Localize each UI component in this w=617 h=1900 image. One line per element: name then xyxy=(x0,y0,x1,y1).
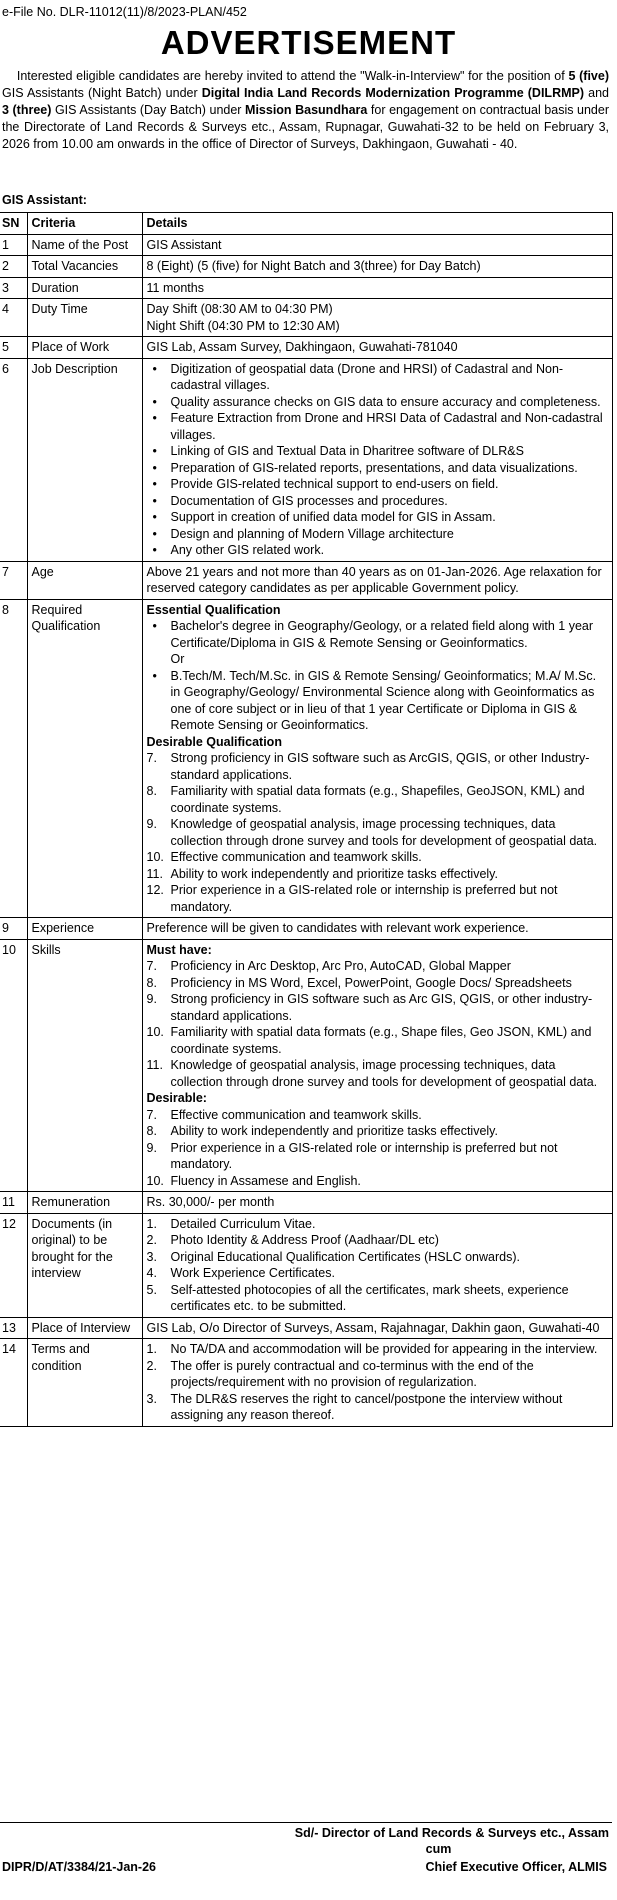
list-item xyxy=(147,1057,608,1090)
table-row xyxy=(0,277,612,299)
row-criteria: Place of Interview xyxy=(27,1317,142,1339)
item-number: 2. xyxy=(146,1358,157,1373)
list-item-text: Proficiency in MS Word, Excel, PowerPoint, Google Docs/ Spreadsheets xyxy=(170,975,572,990)
intro-text-2: GIS Assistants (Night Batch) under xyxy=(2,86,202,100)
terms-list xyxy=(147,1341,608,1424)
list-item xyxy=(147,958,608,975)
bullet-icon: • xyxy=(152,460,157,475)
item-number: 7. xyxy=(146,959,157,973)
intro-bold-3: 3 (three) xyxy=(2,103,52,117)
list-item-text: B.Tech/M. Tech/M.Sc. in GIS & Remote Sensing/ Geoinformatics; M.A/ M.Sc. in Geography/Geology/ Environmental Science along with Geoinformatics as one of core subject or in lieu of that 1 year Certificate or Diploma in GIS & Remote Sensing or Geoinformatics. xyxy=(170,668,597,732)
list-item xyxy=(147,410,608,443)
header-sn: SN xyxy=(0,213,27,235)
list-item-text: Linking of GIS and Textual Data in Dharitree software of DLR&S xyxy=(170,444,524,458)
bullet-icon: • xyxy=(152,619,157,633)
list-item-text: Familiarity with spatial data formats (e.g., Shapefiles, GeoJSON, KML) and coordinate systems. xyxy=(170,784,585,815)
list-item-text: Provide GIS-related technical support to end-users on field. xyxy=(170,477,499,491)
row-details: GIS Lab, Assam Survey, Dakhingaon, Guwahati-781040 xyxy=(142,337,612,359)
list-item xyxy=(147,1107,608,1124)
intro-bold-2: Digital India Land Records Modernization Programme (DILRMP) xyxy=(201,86,585,100)
list-item-text: Ability to work independently and prioritize tasks effectively. xyxy=(170,866,498,881)
table-row xyxy=(0,599,612,918)
signature-line-3: Chief Executive Officer, ALMIS xyxy=(425,1860,607,1874)
row-criteria: Duty Time xyxy=(27,299,142,337)
list-item xyxy=(147,460,608,477)
item-number: 1. xyxy=(146,1342,157,1356)
list-item-text: Photo Identity & Address Proof (Aadhaar/DL etc) xyxy=(170,1233,439,1247)
list-item xyxy=(147,361,608,394)
list-item-text: Familiarity with spatial data formats (e.g., Shape files, Geo JSON, KML) and coordinate systems. xyxy=(170,1025,592,1056)
dipr-reference: DIPR/D/AT/3384/21-Jan-26 xyxy=(2,1860,156,1874)
bullet-icon: • xyxy=(152,361,157,376)
bullet-icon: • xyxy=(152,526,157,541)
list-item-text: Work Experience Certificates. xyxy=(170,1266,335,1280)
row-sn: 14 xyxy=(0,1339,27,1427)
item-number: 10. xyxy=(146,1173,164,1188)
item-number: 8. xyxy=(146,784,157,798)
item-number: 9. xyxy=(146,817,157,831)
item-number: 8. xyxy=(146,975,157,990)
documents-list xyxy=(147,1216,608,1315)
item-number: 7. xyxy=(146,1107,157,1122)
night-shift: Night Shift (04:30 PM to 12:30 AM) xyxy=(146,318,340,333)
bullet-icon: • xyxy=(152,411,157,425)
row-criteria: Skills xyxy=(27,939,142,1192)
desirable-title: Desirable: xyxy=(146,1091,207,1105)
item-number: 11. xyxy=(146,866,163,881)
table-row xyxy=(0,561,612,599)
list-item xyxy=(147,476,608,493)
list-item xyxy=(147,1358,608,1391)
row-criteria: Remuneration xyxy=(27,1192,142,1214)
list-item-text: Digitization of geospatial data (Drone and HRSI) of Cadastral and Non-cadastral villages. xyxy=(170,361,564,392)
row-sn: 1 xyxy=(0,234,27,256)
row-sn: 5 xyxy=(0,337,27,359)
list-item xyxy=(147,1173,608,1190)
list-item xyxy=(147,1123,608,1140)
criteria-table xyxy=(0,212,613,1427)
list-item xyxy=(147,443,608,460)
item-number: 9. xyxy=(146,1140,157,1155)
item-number: 3. xyxy=(146,1249,157,1264)
list-item-text: Ability to work independently and prioritize tasks effectively. xyxy=(170,1124,498,1138)
row-sn: 12 xyxy=(0,1213,27,1317)
list-item xyxy=(147,1232,608,1249)
list-item xyxy=(147,493,608,510)
row-sn: 2 xyxy=(0,256,27,278)
essential-qualification-title: Essential Qualification xyxy=(146,602,281,617)
list-item xyxy=(147,882,608,915)
table-row xyxy=(0,1192,612,1214)
bullet-icon: • xyxy=(152,543,157,557)
row-sn: 4 xyxy=(0,299,27,337)
list-item-text: Preparation of GIS-related reports, presentations, and data visualizations. xyxy=(170,460,578,475)
row-criteria: Total Vacancies xyxy=(27,256,142,278)
row-details: Above 21 years and not more than 40 years as on 01-Jan-2026. Age relaxation for reserved category candidates as per applicable Government policy. xyxy=(142,561,612,599)
item-number: 1. xyxy=(146,1216,157,1231)
row-criteria: Age xyxy=(27,561,142,599)
must-have-list xyxy=(147,958,608,1090)
row-sn: 9 xyxy=(0,918,27,940)
signature-line-2: cum xyxy=(425,1842,452,1856)
list-item-text: Knowledge of geospatial analysis, image processing techniques, data collection through drone survey and tools for development of geospatial data. xyxy=(170,817,598,848)
list-item-text: Detailed Curriculum Vitae. xyxy=(170,1216,316,1231)
row-sn: 8 xyxy=(0,599,27,918)
table-row xyxy=(0,918,612,940)
list-item xyxy=(147,542,608,559)
row-criteria: Job Description xyxy=(27,358,142,561)
list-item xyxy=(147,509,608,526)
list-item xyxy=(147,1341,608,1358)
row-details xyxy=(142,939,612,1192)
list-item-text: Bachelor's degree in Geography/Geology, or a related field along with 1 year Certificate/Diploma in GIS & Remote Sensing or Geoinformatics. xyxy=(170,619,594,650)
bullet-icon: • xyxy=(152,510,157,524)
list-item xyxy=(147,1282,608,1315)
list-item xyxy=(147,975,608,992)
intro-text-4: GIS Assistants (Day Batch) under xyxy=(51,103,246,117)
item-number: 4. xyxy=(146,1266,157,1280)
header-criteria: Criteria xyxy=(27,213,142,235)
list-item-text: Self-attested photocopies of all the certificates, mark sheets, experience certificates etc. to be submitted. xyxy=(170,1282,569,1313)
list-item xyxy=(147,1249,608,1266)
list-item-text: Design and planning of Modern Village architecture xyxy=(170,526,454,541)
row-criteria: Place of Work xyxy=(27,337,142,359)
bullet-icon: • xyxy=(152,444,157,458)
bullet-icon: • xyxy=(152,493,157,508)
list-item xyxy=(147,1140,608,1173)
desirable-qualification-title: Desirable Qualification xyxy=(146,734,282,749)
table-row xyxy=(0,358,612,561)
row-sn: 3 xyxy=(0,277,27,299)
item-number: 3. xyxy=(146,1391,157,1406)
section-title: GIS Assistant: xyxy=(2,193,87,207)
signature-line-1: Sd/- Director of Land Records & Surveys etc., Assam xyxy=(294,1826,609,1840)
row-details: Preference will be given to candidates with relevant work experience. xyxy=(142,918,612,940)
item-number: 10. xyxy=(146,850,164,864)
list-item xyxy=(147,1216,608,1233)
item-number: 5. xyxy=(146,1282,157,1297)
row-sn: 7 xyxy=(0,561,27,599)
list-item-text: Proficiency in Arc Desktop, Arc Pro, AutoCAD, Global Mapper xyxy=(170,959,511,973)
list-item xyxy=(147,1265,608,1282)
row-criteria: Name of the Post xyxy=(27,234,142,256)
row-criteria: Experience xyxy=(27,918,142,940)
list-item xyxy=(147,1024,608,1057)
list-item-text: Original Educational Qualification Certificates (HSLC onwards). xyxy=(170,1249,520,1264)
list-item-text: Feature Extraction from Drone and HRSI Data of Cadastral and Non-cadastral villages. xyxy=(170,411,603,442)
job-description-list xyxy=(147,361,608,559)
intro-bold-4: Mission Basundhara xyxy=(245,103,368,117)
table-row xyxy=(0,299,612,337)
table-row xyxy=(0,234,612,256)
list-item xyxy=(147,618,608,651)
list-item xyxy=(147,1391,608,1424)
list-item-text: Strong proficiency in GIS software such as Arc GIS, QGIS, or other industry- standard applications. xyxy=(170,992,593,1023)
list-item-text: Any other GIS related work. xyxy=(170,543,325,557)
row-sn: 10 xyxy=(0,939,27,1192)
row-sn: 11 xyxy=(0,1192,27,1214)
table-row xyxy=(0,337,612,359)
item-number: 8. xyxy=(146,1124,157,1138)
list-item-text: Support in creation of unified data model for GIS in Assam. xyxy=(170,510,496,524)
or-separator: Or xyxy=(170,652,185,666)
row-details xyxy=(142,599,612,918)
list-item xyxy=(147,750,608,783)
essential-qualification-list-2 xyxy=(147,668,608,734)
row-criteria: Documents (in original) to be brought for the interview xyxy=(27,1213,142,1317)
list-item xyxy=(147,526,608,543)
intro-paragraph xyxy=(2,68,609,153)
desirable-list xyxy=(147,1107,608,1190)
intro-text-5: for engagement on contractual basis under the Directorate of Land Records & Surveys etc., Assam, Rupnagar, Guwahati-32 to be held on February 3, 2026 from 10.00 am onwards in the office of Director of Surveys, Dakhingaon, Guwahati - 40. xyxy=(2,103,609,151)
day-shift: Day Shift (08:30 AM to 04:30 PM) xyxy=(146,302,333,316)
row-details: 8 (Eight) (5 (five) for Night Batch and 3(three) for Day Batch) xyxy=(142,256,612,278)
row-sn: 13 xyxy=(0,1317,27,1339)
list-item-text: Knowledge of geospatial analysis, image processing techniques, data collection through drone survey and tools for development of geospatial data. xyxy=(170,1058,598,1089)
list-item-text: Effective communication and teamwork skills. xyxy=(170,850,422,864)
list-item-text: Documentation of GIS processes and procedures. xyxy=(170,493,448,508)
list-item xyxy=(147,783,608,816)
list-item-text: Quality assurance checks on GIS data to ensure accuracy and completeness. xyxy=(170,394,601,409)
row-details: Rs. 30,000/- per month xyxy=(142,1192,612,1214)
bullet-icon: • xyxy=(152,668,157,683)
row-criteria: Required Qualification xyxy=(27,599,142,918)
row-details xyxy=(142,299,612,337)
row-details xyxy=(142,358,612,561)
efile-number: e-File No. DLR-11012(11)/8/2023-PLAN/452 xyxy=(2,5,247,19)
table-row xyxy=(0,939,612,1192)
table-row xyxy=(0,1339,612,1427)
row-criteria: Terms and condition xyxy=(27,1339,142,1427)
list-item-text: No TA/DA and accommodation will be provided for appearing in the interview. xyxy=(170,1342,598,1356)
must-have-title: Must have: xyxy=(146,942,212,957)
row-details: GIS Lab, O/o Director of Surveys, Assam, Rajahnagar, Dakhin gaon, Guwahati-40 xyxy=(142,1317,612,1339)
item-number: 9. xyxy=(146,992,157,1006)
item-number: 7. xyxy=(146,751,157,765)
item-number: 2. xyxy=(146,1233,157,1247)
table-header-row xyxy=(0,213,612,235)
list-item-text: Prior experience in a GIS-related role or internship is preferred but not mandatory. xyxy=(170,883,558,914)
row-details xyxy=(142,1213,612,1317)
bullet-icon: • xyxy=(152,394,157,409)
page-title: ADVERTISEMENT xyxy=(160,24,457,61)
header-details: Details xyxy=(142,213,612,235)
row-details: 11 months xyxy=(142,277,612,299)
footer-divider xyxy=(0,1822,612,1823)
list-item xyxy=(147,849,608,866)
item-number: 10. xyxy=(146,1025,164,1039)
table-row xyxy=(0,1213,612,1317)
table-row xyxy=(0,256,612,278)
intro-text-1: Interested eligible candidates are hereby invited to attend the "Walk-in-Interview" for the position of xyxy=(16,69,569,83)
list-item xyxy=(147,668,608,734)
intro-text-3: and xyxy=(584,86,609,100)
list-item-text: Effective communication and teamwork skills. xyxy=(170,1107,422,1122)
list-item-text: Fluency in Assamese and English. xyxy=(170,1173,361,1188)
row-details xyxy=(142,1339,612,1427)
row-criteria: Duration xyxy=(27,277,142,299)
list-item xyxy=(147,991,608,1024)
item-number: 12. xyxy=(146,883,164,897)
row-details: GIS Assistant xyxy=(142,234,612,256)
list-item-text: Prior experience in a GIS-related role or internship is preferred but not mandatory. xyxy=(170,1140,558,1171)
list-item xyxy=(147,866,608,883)
bullet-icon: • xyxy=(152,477,157,491)
desirable-qualification-list xyxy=(147,750,608,915)
row-sn: 6 xyxy=(0,358,27,561)
list-item-text: Strong proficiency in GIS software such as ArcGIS, QGIS, or other Industry- standard applications. xyxy=(170,751,590,782)
list-item xyxy=(147,816,608,849)
item-number: 11. xyxy=(146,1058,163,1072)
list-item-text: The offer is purely contractual and co-terminus with the end of the projects/requirement with no provision of regularization. xyxy=(170,1358,534,1389)
list-item-text: The DLR&S reserves the right to cancel/postpone the interview without assigning any reason thereof. xyxy=(170,1391,563,1422)
essential-qualification-list xyxy=(147,618,608,651)
list-item xyxy=(147,394,608,411)
intro-bold-1: 5 (five) xyxy=(568,69,609,83)
table-row xyxy=(0,1317,612,1339)
